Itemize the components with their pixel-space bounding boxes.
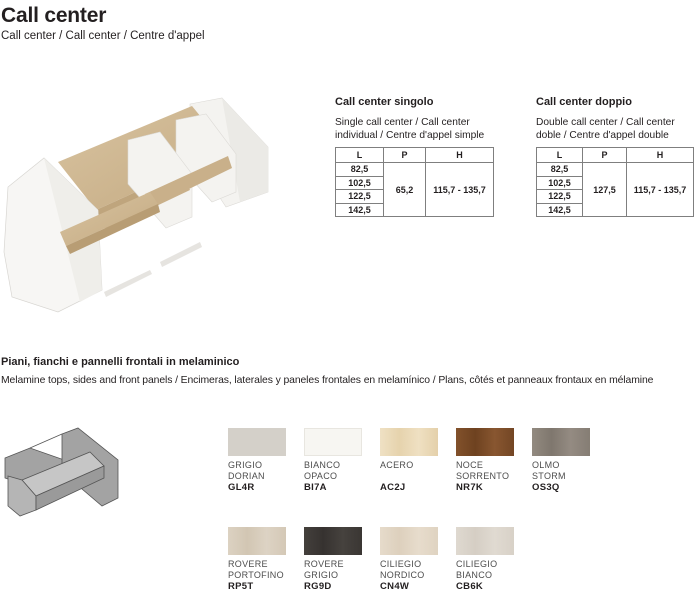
finish-name-line bbox=[380, 471, 438, 482]
finish-name bbox=[228, 559, 286, 581]
finishes-title: Piani, fianchi e pannelli frontali in melaminico bbox=[1, 356, 240, 368]
finish-code: RP5T bbox=[228, 581, 254, 592]
spec-double bbox=[536, 96, 700, 142]
finish-code: OS3Q bbox=[532, 482, 560, 493]
depth-cell: 127,5 bbox=[583, 163, 627, 217]
header-h: H bbox=[426, 148, 494, 163]
finish-swatch-nr7k[interactable] bbox=[456, 428, 514, 493]
finish-name bbox=[456, 559, 514, 581]
finish-name-line: GRIGIO bbox=[228, 460, 263, 470]
finish-name bbox=[304, 460, 362, 482]
finish-swatch-os3q[interactable] bbox=[532, 428, 590, 493]
finish-name-line: NORDICO bbox=[380, 570, 425, 580]
spec-desc-line: Double call center / Call center bbox=[536, 117, 675, 128]
finish-swatch-rg9d[interactable] bbox=[304, 527, 362, 592]
finish-code: CB6K bbox=[456, 581, 484, 592]
finish-swatch-cb6k[interactable] bbox=[456, 527, 514, 592]
finish-code: RG9D bbox=[304, 581, 332, 592]
finish-name bbox=[228, 460, 286, 482]
finish-swatch-rp5t[interactable] bbox=[228, 527, 286, 592]
finish-swatch-ac2j[interactable] bbox=[380, 428, 438, 493]
length-cell: 82,5 bbox=[336, 163, 384, 177]
length-cell: 102,5 bbox=[537, 176, 583, 190]
finish-name-line: BIANCO bbox=[304, 460, 341, 470]
dimensions-table-double bbox=[536, 147, 694, 217]
finish-name-line: BIANCO bbox=[456, 570, 493, 580]
finish-name-line: OPACO bbox=[304, 471, 338, 481]
spec-desc-line: doble / Centre d'appel double bbox=[536, 129, 669, 141]
finish-name-line: PORTOFINO bbox=[228, 570, 284, 580]
length-cell: 82,5 bbox=[537, 163, 583, 177]
finish-name bbox=[532, 460, 590, 482]
length-cell: 142,5 bbox=[537, 203, 583, 217]
spec-description bbox=[536, 117, 700, 142]
header-h: H bbox=[627, 148, 694, 163]
finish-swatch-gl4r[interactable] bbox=[228, 428, 286, 493]
spec-description bbox=[335, 117, 500, 142]
finishes-subtitle: Melamine tops, sides and front panels / Encimeras, laterales y paneles frontales en melamínico / Plans, côtés et panneaux frontaux en mélamine bbox=[1, 375, 654, 386]
finish-chip bbox=[228, 428, 286, 456]
header-l: L bbox=[537, 148, 583, 163]
finish-name-line: GRIGIO bbox=[304, 570, 339, 580]
finish-code: BI7A bbox=[304, 482, 327, 493]
header-l: L bbox=[336, 148, 384, 163]
spec-single bbox=[335, 96, 500, 142]
depth-cell: 65,2 bbox=[384, 163, 426, 217]
finish-name-line: ROVERE bbox=[304, 559, 344, 569]
finish-chip bbox=[304, 527, 362, 555]
finish-chip bbox=[456, 527, 514, 555]
finish-code: GL4R bbox=[228, 482, 255, 493]
finish-code: CN4W bbox=[380, 581, 410, 592]
length-cell: 122,5 bbox=[537, 190, 583, 204]
spec-title: Call center singolo bbox=[335, 96, 434, 108]
finish-name bbox=[380, 559, 438, 581]
spec-desc-line: Single call center / Call center bbox=[335, 117, 470, 128]
melamine-parts-diagram bbox=[0, 420, 125, 520]
page-title: Call center bbox=[1, 4, 107, 27]
finish-code: NR7K bbox=[456, 482, 484, 493]
finish-chip bbox=[228, 527, 286, 555]
finish-name-line: DORIAN bbox=[228, 471, 265, 481]
length-cell: 142,5 bbox=[336, 203, 384, 217]
length-cell: 122,5 bbox=[336, 190, 384, 204]
finish-swatch-bi7a[interactable] bbox=[304, 428, 362, 493]
finish-name bbox=[456, 460, 514, 482]
page-subtitle: Call center / Call center / Centre d'appel bbox=[1, 30, 205, 42]
finish-chip bbox=[380, 527, 438, 555]
finish-name-line: OLMO bbox=[532, 460, 560, 470]
finish-name bbox=[380, 460, 438, 482]
spec-desc-line: individual / Centre d'appel simple bbox=[335, 129, 485, 141]
finish-chip bbox=[380, 428, 438, 456]
finish-chip bbox=[304, 428, 362, 456]
finish-code: AC2J bbox=[380, 482, 406, 493]
finish-name-line: SORRENTO bbox=[456, 471, 510, 481]
header-p: P bbox=[384, 148, 426, 163]
finish-name-line: CILIEGIO bbox=[380, 559, 422, 569]
finish-name-line: NOCE bbox=[456, 460, 484, 470]
dimensions-table-single bbox=[335, 147, 494, 217]
finish-swatch-cn4w[interactable] bbox=[380, 527, 438, 592]
finish-name bbox=[304, 559, 362, 581]
finish-name-line: STORM bbox=[532, 471, 566, 481]
call-center-product-image bbox=[0, 92, 285, 317]
length-cell: 102,5 bbox=[336, 176, 384, 190]
height-cell: 115,7 - 135,7 bbox=[426, 163, 494, 217]
finish-chip bbox=[532, 428, 590, 456]
finish-name-line: CILIEGIO bbox=[456, 559, 498, 569]
finish-name-line: ROVERE bbox=[228, 559, 268, 569]
header-p: P bbox=[583, 148, 627, 163]
finish-name-line: ACERO bbox=[380, 460, 414, 470]
finish-chip bbox=[456, 428, 514, 456]
height-cell: 115,7 - 135,7 bbox=[627, 163, 694, 217]
spec-title: Call center doppio bbox=[536, 96, 632, 108]
